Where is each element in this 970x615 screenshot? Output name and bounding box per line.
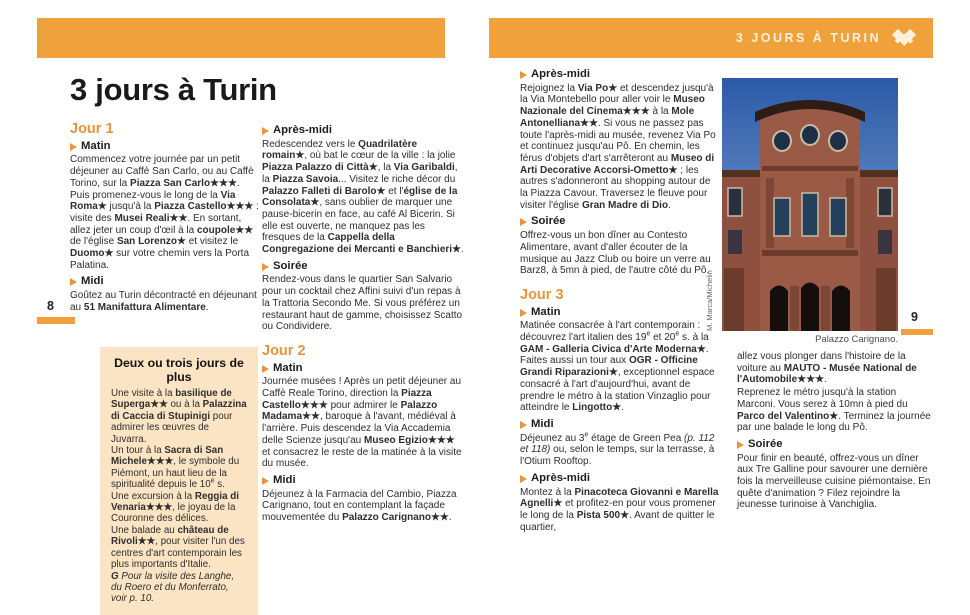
sidebar-box-paragraph: Une balade au château de Rivoli★★, pour visiter l'un des centres d'art contemporain les plus importants d'Italie. xyxy=(111,524,245,571)
section-marker-icon xyxy=(520,71,527,79)
section-header-apres-midi xyxy=(520,69,720,81)
section-label: Soirée xyxy=(748,437,783,450)
photo-caption: Palazzo Carignano. xyxy=(815,334,898,345)
day-heading-jour-3: Jour 3 xyxy=(520,286,564,303)
jour2-soiree-paragraph: Offrez-vous un bon dîner au Contesto Alimentare, avant d'aller écouter de la musique au Jazz Club ou boire un verre au Barz8, à 5mn à pied, de l'autre côté du Pô. xyxy=(520,230,711,277)
section-marker-icon xyxy=(520,475,527,483)
section-marker-icon xyxy=(262,127,269,135)
jour3-apres-midi-paragraph: Montez à la Pinacoteca Giovanni e Marella Agnelli★ et profitez-en pour vous promener le long de la Pista 500★. Avant de quitter le quartier, xyxy=(520,486,719,533)
sidebar-box-paragraph: Un tour à la Sacra di San Michele★★★, le symbole du Piémont, un haut lieu de la spiritualité depuis le 10e s. xyxy=(111,445,240,491)
page-number-right: 9 xyxy=(911,310,918,324)
left-column-1 xyxy=(70,121,260,315)
section-header-matin xyxy=(262,363,464,375)
section-marker-icon xyxy=(520,218,527,226)
jour2-apres-midi-paragraph: Rejoignez la Via Po★ et descendez jusqu'à la Via Montebello pour aller voir le Museo Nazionale del Cinema★★★ à la Mole Antonelliana★★. Si vous ne passez pas toute l'après-midi au musée, revenez Via Po et continuez jusqu'au Pô. En chemin, les férus d'objets d'art s'arrêteront au Museo di Arti Decorative Accorsi-Ometto★ ; les autres s'adonneront au shopping autour de la Piazza Cavour. Traversez le fleuve pour visiter l'église Gran Madre di Dio. xyxy=(520,82,716,211)
section-marker-icon xyxy=(520,421,527,429)
jour2-matin-paragraph: Journée musées ! Après un petit déjeuner au Caffè Reale Torino, direction la Piazza Castello★★★ pour admirer le Palazzo Madama★★, baroque à l'avant, médiéval à l'arrière. Puis descendez la Via Accademia delle Scienze jusqu'au Museo Egizio★★★ et consacrez le reste de la matinée à la visite du musée. xyxy=(262,376,462,470)
section-marker-icon xyxy=(70,143,77,151)
section-header-soiree xyxy=(737,439,937,451)
jour3-continuation-paragraph: allez vous plonger dans l'histoire de la voiture au MAUTO - Musée National de l'Automobile★★★. xyxy=(737,351,917,386)
section-header-midi xyxy=(262,475,464,487)
right-column-2 xyxy=(737,351,937,512)
page-number-left: 8 xyxy=(47,299,54,313)
running-header: 3 JOURS À TURIN xyxy=(735,31,881,45)
section-label: Midi xyxy=(273,473,296,486)
jour3-continuation-paragraph-2: Reprenez le métro jusqu'à la station Marconi. Vous serez à 10mn à pied du Parco del Valentino★. Terminez la journée par une balade le long du Pô. xyxy=(737,387,931,434)
section-header-apres-midi xyxy=(520,473,720,485)
section-marker-icon xyxy=(262,263,269,271)
page-number-tick xyxy=(901,329,933,335)
sidebar-box-title: Deux ou trois jours de plus xyxy=(114,356,244,384)
section-marker-icon xyxy=(520,309,527,317)
sidebar-box-paragraph: Une excursion à la Reggia di Venaria★★★, le joyau de la Couronne des délices. xyxy=(111,490,239,525)
right-page-header-bar xyxy=(489,18,933,58)
section-header-soiree xyxy=(520,216,720,228)
sidebar-box-extra-days xyxy=(100,347,258,615)
section-header-midi xyxy=(520,419,720,431)
section-label: Matin xyxy=(273,361,303,374)
left-page-header-bar xyxy=(37,18,445,58)
jour3-soiree-paragraph: Pour finir en beauté, offrez-vous un dîner aux Tre Galline pour savourer une dernière fois la merveilleuse cuisine piémontaise. En quête d'animation ? Filez rejoindre la jeunesse turinoise à Vanchiglia. xyxy=(737,452,931,511)
section-label: Soirée xyxy=(531,215,566,228)
section-label: Après-midi xyxy=(273,124,333,136)
photo-credit: M. Marca/Michelin xyxy=(705,270,714,331)
day-heading-jour-1: Jour 1 xyxy=(70,121,114,137)
section-marker-icon xyxy=(262,477,269,485)
section-label: Midi xyxy=(531,417,554,430)
section-marker-icon xyxy=(262,365,269,373)
photo-palazzo-carignano xyxy=(722,78,898,331)
page-number-tick xyxy=(37,317,75,324)
section-header-midi xyxy=(70,276,260,288)
jour2-midi-paragraph: Déjeunez à la Farmacia del Cambio, Piazza Carignano, tout en contemplant la façade mouvementée du Palazzo Carignano★★. xyxy=(262,488,457,524)
sidebar-box-paragraph: Une visite à la basilique de Superga★★ ou à la Palazzina di Caccia di Stupinigi pour admirer les œuvres de Juvarra. xyxy=(111,388,247,445)
jour1-midi-paragraph: Goûtez au Turin décontracté en déjeunant au 51 Manifattura Alimentare. xyxy=(70,290,257,313)
left-column-2 xyxy=(262,120,464,525)
jour3-midi-paragraph: Déjeunez au 3e étage de Green Pea (p. 112 et 118) ou, selon le temps, sur la terrasse, à l'Otium Rooftop. xyxy=(520,431,715,468)
handshake-icon xyxy=(890,28,918,49)
section-label: Matin xyxy=(81,139,111,152)
section-header-matin xyxy=(520,307,720,319)
jour1-apres-midi-paragraph: Redescendez vers le Quadrilatère romain★, où bat le cœur de la ville : la jolie Piazza Palazzo di Città★, la Via Garibaldi, la Piazza Savoia... Visitez le riche décor du Palazzo Falleti di Barolo★ et l'église de la Consolata★, sans oublier de marquer une pause-bicerin en face, au café Al Bicerin. Si elle est ouverte, ne manquez pas les fresques de la Cappella della Congregazione dei Mercanti e Banchieri★. xyxy=(262,138,464,256)
section-label: Soirée xyxy=(273,259,308,272)
day-heading-jour-2: Jour 2 xyxy=(262,342,306,359)
section-label: Matin xyxy=(531,305,561,318)
section-marker-icon xyxy=(737,441,744,449)
section-header-apres-midi xyxy=(262,125,464,137)
section-marker-icon xyxy=(70,278,77,286)
jour1-soiree-paragraph: Rendez-vous dans le quartier San Salvario pour un cocktail chez Affini suivi d'un repas à la Trattoria Secondo Me. Si vous préférez un restaurant haut de gamme, choisissez Scatto ou Condividere. xyxy=(262,274,463,333)
section-label: Midi xyxy=(81,275,104,288)
right-column-1 xyxy=(520,64,720,534)
sidebar-box-cross-reference: G Pour la visite des Langhe, du Roero et du Monferrato, voir p. 10. xyxy=(111,570,235,605)
section-header-matin xyxy=(70,141,260,153)
section-header-soiree xyxy=(262,261,464,273)
jour1-matin-paragraph: Commencez votre journée par un petit déjeuner au Caffè San Carlo, ou au Caffè Torino, sur la Piazza San Carlo★★★. Puis promenez-vous le long de la Via Roma★ jusqu'à la Piazza Castello★★★ : visite des Musei Reali★★. En sortant, allez jeter un coup d'œil à la coupole★★ de l'église San Lorenzo★ et visitez le Duomo★ sur votre chemin vers la Porta Palatina. xyxy=(70,154,259,271)
page-title: 3 jours à Turin xyxy=(70,72,277,107)
section-label: Après-midi xyxy=(531,68,591,80)
section-label: Après-midi xyxy=(531,471,591,484)
jour3-matin-paragraph: Matinée consacrée à l'art contemporain : découvrez l'art italien des 19e et 20e s. à la GAM - Galleria Civica d'Arte Moderna★. Faites aussi un tour aux OGR - Officine Grandi Riparazioni★, exceptionnel espace consacré à l'art d'aujourd'hui, avant de prendre le métro à la station Vinzaglio pour atteindre le Lingotto★. xyxy=(520,320,715,414)
